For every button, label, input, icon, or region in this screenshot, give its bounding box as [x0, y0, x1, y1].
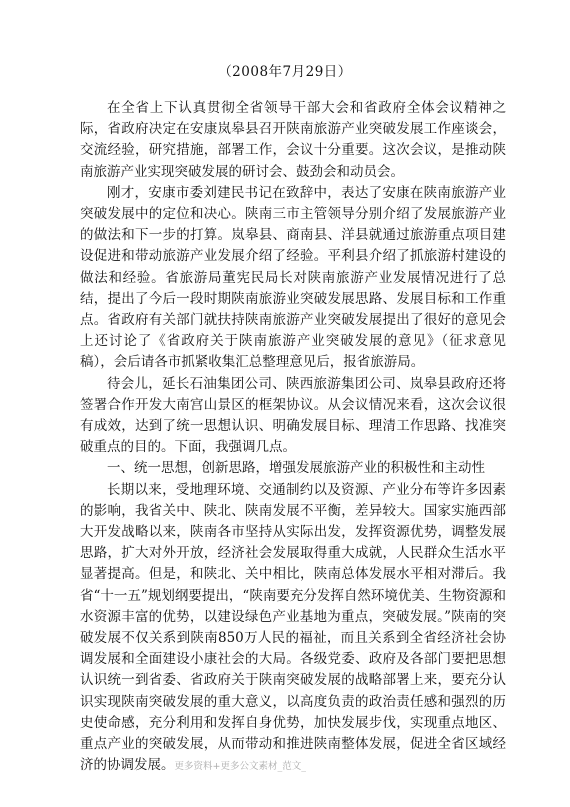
speech-date: （2008年7月29日） — [218, 64, 352, 80]
paragraph-3: 待会儿，延长石油集团公司、陕西旅游集团公司、岚皋县政府还将签署合作开发大南宫山景区的框架协议。从会议情况来看，这次会议很有成效，达到了统一思想认识、明确发展目标、理清工作思路、找准突破重点的目的。下面，我强调几点。 — [80, 375, 506, 456]
section-heading: 一、统一思想，创新思路，增强发展旅游产业的积极性和主动性 — [107, 460, 485, 477]
paragraph-2: 刚才，安康市委刘建民书记在致辞中，表达了安康在陕南旅游产业突破发展中的定位和决心。陕南三市主管领导分别介绍了发展旅游产业的做法和下一步的打算。岚皋县、商南县、洋县就通过旅游重点项目建设促进和带动旅游产业发展介绍了经验。平利县介绍了抓旅游村建设的做法和经验。省旅游局董宪民局长对陕南旅游产业发展情况进行了总结，提出了今后一段时期陕南旅游业突破发展思路、发展目标和工作重点。省政府有关部门就扶持陕南旅游产业突破发展提出了很好的意见会上还讨论了《省政府关于陕南旅游产业突破发展的意见》（征求意见稿），会后请各市抓紧收集汇总整理意见后，报省旅游局。 — [80, 184, 506, 371]
paragraph-4 — [80, 480, 506, 778]
paragraph-1: 在全省上下认真贯彻全省领导干部大会和省政府全体会议精神之际，省政府决定在安康岚皋县召开陕南旅游产业突破发展工作座谈会，交流经验，研究措施，部署工作，会议十分重要。这次会议，是推动陕南旅游产业实现突破发展的研讨会、鼓劲会和动员会。 — [80, 100, 506, 180]
footer-watermark-note: 更多资料+更多公文素材_范文_ — [174, 761, 306, 773]
document-body — [80, 98, 506, 778]
paragraph-4-text: 长期以来，受地理环境、交通制约以及资源、产业分布等许多因素的影响，我省关中、陕北、陕南发展不平衡，差异较大。国家实施西部大开发战略以来，陕南各市坚持从实际出发，发挥资源优势，调整发展思路，扩大对外开放，经济社会发展取得重大成就，人民群众生活水平显著提高。但是，和陕北、关中相比，陕南总体发展水平相对滞后。我省“十一五”规划纲要提出，“陕南要充分发挥自然环境优美、生物资源和水资源丰富的优势，以建设绿色产业基地为重点，突破发展。”陕南的突破发展不仅关系到陕南850万人民的福祉，而且关系到全省经济社会协调发展和全面建设小康社会的大局。各级党委、政府及各部门要把思想认识统一到省委、省政府关于陕南突破发展的战略部署上来，要充分认识实现陕南突破发展的重大意义，以高度负责的政治责任感和强烈的历史使命感，充分利用和发挥自身优势，加快发展步伐，实现重点地区、重点产业的突破发展，从而带动和推进陕南整体发展，促进全省区域经济的协调发展。 — [80, 481, 506, 774]
